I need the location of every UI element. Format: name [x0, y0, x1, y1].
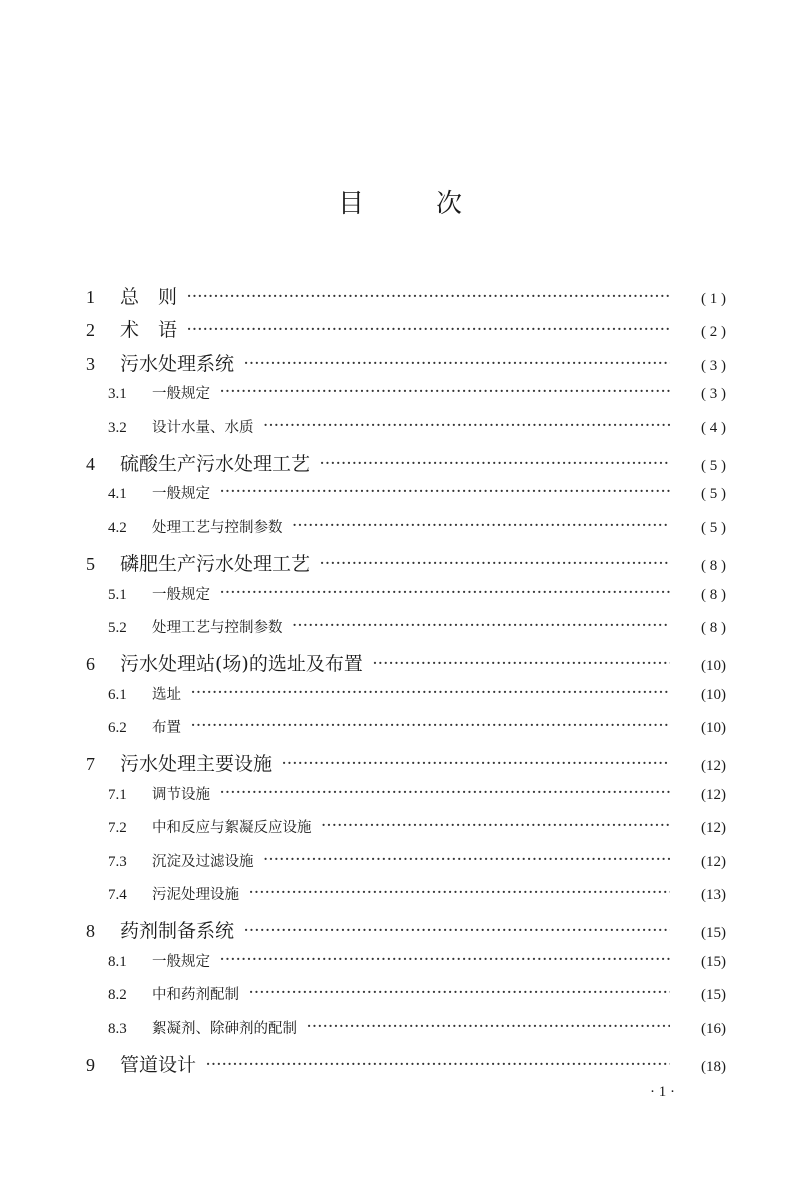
leader-dots — [373, 656, 670, 670]
toc-entry-2[interactable] — [86, 315, 726, 348]
page-number: · 1 · — [650, 1084, 675, 1100]
leader-dots — [293, 518, 671, 532]
toc-number: 7.1 — [108, 786, 127, 803]
toc-label: 硫酸生产污水处理工艺 — [120, 452, 311, 475]
leader-dots — [220, 484, 670, 498]
toc-number: 5.2 — [108, 619, 127, 636]
toc-number: 8 — [86, 921, 95, 942]
toc-entry-7-3[interactable] — [86, 850, 726, 883]
toc-number: 8.1 — [108, 953, 127, 970]
toc-label: 中和药剂配制 — [152, 987, 239, 1004]
leader-dots — [220, 384, 670, 398]
toc-page: (15) — [701, 953, 726, 970]
toc-entry-5[interactable] — [86, 549, 726, 582]
leader-dots — [282, 756, 670, 770]
toc-entry-8-3[interactable] — [86, 1017, 726, 1050]
toc-number: 6.2 — [108, 720, 127, 737]
toc-entry-7-4[interactable] — [86, 883, 726, 916]
toc-label: 污水处理站(场)的选址及布置 — [120, 653, 363, 676]
toc-number: 4 — [86, 453, 95, 474]
leader-dots — [249, 885, 670, 899]
toc-number: 7.2 — [108, 820, 127, 837]
toc-label: 术 语 — [120, 319, 178, 342]
toc-page: (10) — [701, 720, 726, 737]
leader-dots — [322, 818, 671, 832]
toc-number: 3 — [86, 353, 95, 374]
leader-dots — [187, 289, 670, 303]
toc-entry-8[interactable] — [86, 916, 726, 949]
toc-page: (12) — [701, 786, 726, 803]
toc-number: 6.1 — [108, 686, 127, 703]
toc-page: (12) — [701, 820, 726, 837]
toc-page: ( 5 ) — [701, 457, 726, 474]
leader-dots — [264, 852, 671, 866]
toc-page: (15) — [701, 987, 726, 1004]
toc-number: 5.1 — [108, 586, 127, 603]
toc-page: (10) — [701, 686, 726, 703]
leader-dots — [220, 785, 670, 799]
leader-dots — [249, 985, 670, 999]
leader-dots — [320, 556, 670, 570]
leader-dots — [191, 718, 670, 732]
toc-entry-5-2[interactable] — [86, 616, 726, 649]
leader-dots — [244, 923, 670, 937]
leader-dots — [191, 685, 670, 699]
toc-number: 1 — [86, 287, 95, 307]
toc-page: ( 3 ) — [701, 386, 726, 403]
toc-number: 2 — [86, 320, 95, 341]
toc-label: 污泥处理设施 — [152, 887, 239, 904]
leader-dots — [220, 585, 670, 599]
toc-entry-1[interactable] — [86, 282, 726, 315]
toc-number: 5 — [86, 554, 95, 575]
toc-label: 处理工艺与控制参数 — [152, 619, 283, 636]
toc-label: 沉淀及过滤设施 — [152, 853, 254, 870]
toc-entry-7-2[interactable] — [86, 816, 726, 849]
toc-entry-4[interactable] — [86, 449, 726, 482]
leader-dots — [307, 1019, 670, 1033]
title-part-2: 次 — [436, 189, 463, 219]
toc-entry-4-1[interactable] — [86, 482, 726, 515]
toc-page: ( 2 ) — [701, 324, 726, 341]
toc-page: (18) — [701, 1058, 726, 1075]
toc-entry-5-1[interactable] — [86, 583, 726, 616]
toc-label: 磷肥生产污水处理工艺 — [120, 553, 311, 576]
toc-page: ( 8 ) — [701, 619, 726, 636]
table-of-contents — [86, 282, 726, 1083]
toc-label: 调节设施 — [152, 786, 210, 803]
toc-number: 6 — [86, 654, 95, 675]
toc-page: (13) — [701, 887, 726, 904]
toc-page: ( 5 ) — [701, 519, 726, 536]
toc-page: ( 1 ) — [701, 291, 726, 307]
leader-dots — [244, 356, 670, 370]
leader-dots — [220, 952, 670, 966]
toc-entry-6-1[interactable] — [86, 683, 726, 716]
toc-entry-8-2[interactable] — [86, 983, 726, 1016]
toc-entry-4-2[interactable] — [86, 516, 726, 549]
leader-dots — [264, 418, 671, 432]
toc-entry-7[interactable] — [86, 749, 726, 782]
toc-label: 一般规定 — [152, 486, 210, 503]
toc-entry-9[interactable] — [86, 1050, 726, 1083]
toc-entry-7-1[interactable] — [86, 783, 726, 816]
toc-number: 4.2 — [108, 519, 127, 536]
toc-page: (12) — [701, 758, 726, 775]
toc-page: ( 8 ) — [701, 558, 726, 575]
toc-entry-3[interactable] — [86, 349, 726, 382]
toc-number: 7 — [86, 754, 95, 775]
toc-label: 药剂制备系统 — [120, 920, 235, 943]
toc-number: 3.2 — [108, 419, 127, 436]
leader-dots — [187, 322, 670, 336]
toc-label: 絮凝剂、除砷剂的配制 — [152, 1020, 297, 1037]
toc-label: 处理工艺与控制参数 — [152, 519, 283, 536]
toc-page: ( 8 ) — [701, 586, 726, 603]
toc-label: 污水处理系统 — [120, 352, 235, 375]
toc-page: (16) — [701, 1020, 726, 1037]
toc-entry-3-1[interactable] — [86, 382, 726, 415]
toc-number: 7.4 — [108, 887, 127, 904]
toc-page: ( 3 ) — [701, 357, 726, 374]
toc-entry-3-2[interactable] — [86, 416, 726, 449]
toc-entry-8-1[interactable] — [86, 950, 726, 983]
toc-label: 一般规定 — [152, 386, 210, 403]
toc-number: 4.1 — [108, 486, 127, 503]
page-title — [0, 183, 800, 220]
toc-page: (12) — [701, 853, 726, 870]
title-part-1: 目 — [337, 189, 364, 219]
toc-page: (15) — [701, 925, 726, 942]
toc-page: ( 4 ) — [701, 419, 726, 436]
leader-dots — [320, 456, 670, 470]
leader-dots — [293, 618, 671, 632]
toc-number: 8.3 — [108, 1020, 127, 1037]
toc-entry-6-2[interactable] — [86, 716, 726, 749]
toc-label: 一般规定 — [152, 586, 210, 603]
toc-number: 3.1 — [108, 386, 127, 403]
toc-number: 9 — [86, 1054, 95, 1075]
toc-label: 设计水量、水质 — [152, 419, 254, 436]
toc-label: 一般规定 — [152, 953, 210, 970]
leader-dots — [206, 1057, 670, 1071]
toc-label: 污水处理主要设施 — [120, 753, 273, 776]
toc-number: 8.2 — [108, 987, 127, 1004]
toc-page: ( 5 ) — [701, 486, 726, 503]
toc-label: 总 则 — [120, 286, 178, 308]
toc-label: 选址 — [152, 686, 181, 703]
toc-label: 中和反应与絮凝反应设施 — [152, 820, 312, 837]
toc-number: 7.3 — [108, 853, 127, 870]
toc-label: 管道设计 — [120, 1053, 197, 1076]
toc-label: 布置 — [152, 720, 181, 737]
toc-entry-6[interactable] — [86, 649, 726, 682]
toc-page: (10) — [701, 658, 726, 675]
